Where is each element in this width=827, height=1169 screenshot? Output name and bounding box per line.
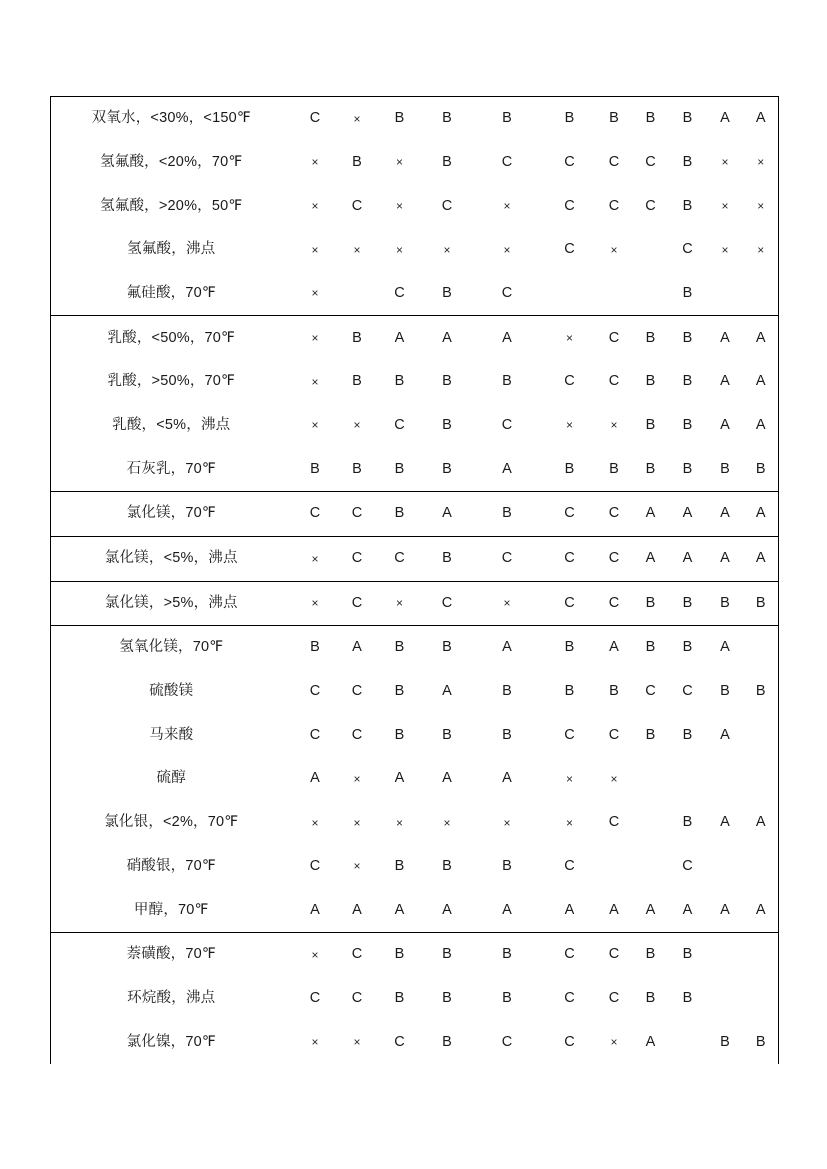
rating-cell: A [633, 492, 669, 537]
rating-cell: B [744, 448, 779, 492]
rating-cell-empty [744, 272, 779, 316]
rating-cell: × [353, 1035, 361, 1050]
rating-cell: C [608, 946, 620, 963]
rating-cell: B [424, 272, 471, 316]
rating-cell: B [682, 989, 693, 1006]
rating-cell: A [502, 329, 512, 346]
rating-cell: B [720, 683, 730, 700]
rating-cell: C [309, 110, 321, 127]
rating-cell: C [608, 153, 620, 170]
rating-cell: B [645, 726, 656, 743]
rating-cell: C [564, 726, 575, 743]
rating-cell: × [311, 155, 319, 170]
chemical-compatibility-table [50, 96, 779, 1064]
rating-cell: B [682, 153, 693, 170]
rating-cell: × [311, 242, 319, 257]
rating-cell: C [564, 153, 575, 170]
rating-cell: B [682, 639, 693, 656]
rating-cell: B [442, 373, 452, 390]
rating-cell: × [311, 815, 319, 830]
table-row [51, 581, 779, 626]
rating-cell: B [707, 581, 744, 626]
rating-cell: × [311, 947, 319, 962]
chemical-name-cell: 硝酸银，70℉ [126, 857, 216, 874]
rating-cell: C [608, 329, 620, 346]
rating-cell: A [707, 492, 744, 537]
rating-cell: B [394, 726, 405, 743]
chemical-name-cell: 环烷酸，沸点 [127, 989, 216, 1006]
rating-cell: B [352, 373, 362, 390]
rating-cell: C [564, 1033, 575, 1050]
rating-cell: A [471, 888, 544, 932]
rating-cell: A [720, 814, 730, 831]
rating-cell: × [565, 771, 573, 786]
rating-cell: A [352, 639, 362, 656]
rating-cell: × [443, 242, 451, 257]
rating-cell-empty [633, 801, 669, 845]
rating-cell: B [310, 639, 320, 656]
chemical-name-cell: 氟硅酸，70℉ [51, 272, 292, 316]
table-row [51, 757, 779, 801]
rating-cell: A [744, 888, 779, 932]
rating-cell: B [645, 373, 656, 390]
rating-cell: B [442, 989, 452, 1006]
rating-cell-empty [633, 228, 669, 272]
rating-cell: C [292, 492, 339, 537]
rating-cell: B [564, 639, 575, 656]
rating-cell-empty [596, 272, 633, 316]
rating-cell: C [501, 153, 513, 170]
rating-cell: A [310, 770, 320, 787]
rating-cell: × [757, 155, 765, 170]
rating-cell: B [682, 814, 693, 831]
chemical-name-cell: 双氧水，<30%，<150℉ [91, 110, 251, 127]
rating-cell: A [609, 639, 619, 656]
table-row [51, 492, 779, 537]
table-row [51, 536, 779, 581]
rating-cell: A [707, 536, 744, 581]
rating-cell: B [682, 197, 693, 214]
rating-cell: C [564, 989, 575, 1006]
rating-cell: C [608, 373, 620, 390]
table-row [51, 845, 779, 889]
rating-cell: A [707, 888, 744, 932]
rating-cell-empty [633, 845, 669, 889]
table-row [51, 184, 779, 228]
rating-cell: × [721, 199, 729, 214]
rating-cell: C [339, 536, 376, 581]
rating-cell-empty [707, 272, 744, 316]
rating-cell: C [682, 683, 693, 700]
rating-cell: A [755, 416, 766, 433]
rating-cell: B [352, 153, 362, 170]
rating-cell: C [351, 989, 363, 1006]
rating-cell: B [442, 946, 452, 963]
table-row [51, 1020, 779, 1064]
rating-cell: A [376, 888, 424, 932]
rating-cell: × [503, 199, 511, 214]
rating-cell: A [339, 888, 376, 932]
rating-cell: A [755, 814, 766, 831]
rating-cell: C [351, 726, 363, 743]
rating-cell: C [645, 197, 656, 214]
chemical-name-cell: 氯化银，<2%，70℉ [104, 814, 239, 831]
rating-cell: B [682, 110, 693, 127]
rating-cell-empty [669, 757, 707, 801]
rating-cell: × [311, 374, 319, 389]
rating-cell: B [442, 639, 452, 656]
chemical-name-cell: 乳酸，<5%，沸点 [112, 416, 231, 433]
rating-cell: × [503, 815, 511, 830]
rating-cell: C [441, 197, 453, 214]
table-row [51, 316, 779, 360]
chemical-name-cell: 马来酸 [149, 726, 194, 743]
rating-cell: × [353, 815, 361, 830]
rating-cell: B [442, 726, 452, 743]
rating-cell: C [339, 492, 376, 537]
rating-cell: C [544, 492, 596, 537]
rating-cell: B [645, 946, 656, 963]
rating-cell: C [351, 946, 363, 963]
rating-cell: B [424, 448, 471, 492]
rating-cell: A [633, 888, 669, 932]
rating-cell: A [755, 329, 766, 346]
rating-cell: B [633, 448, 669, 492]
rating-cell: A [394, 770, 405, 787]
rating-cell: C [471, 272, 544, 316]
rating-cell: C [608, 989, 620, 1006]
rating-cell: C [339, 581, 376, 626]
rating-cell: C [309, 726, 321, 743]
rating-cell: B [442, 857, 452, 874]
rating-cell: B [502, 683, 512, 700]
rating-cell: A [669, 536, 707, 581]
rating-cell: × [757, 242, 765, 257]
rating-cell: A [442, 770, 452, 787]
rating-cell: × [443, 815, 451, 830]
rating-cell: × [610, 242, 618, 257]
rating-cell: × [610, 771, 618, 786]
table-row [51, 404, 779, 448]
rating-cell: B [609, 110, 619, 127]
chemical-name-cell: 硫酸镁 [149, 683, 194, 700]
rating-cell: B [502, 110, 512, 127]
chemical-name-cell: 氯化镁，>5%，沸点 [51, 581, 292, 626]
rating-cell-empty [744, 757, 779, 801]
rating-cell: B [394, 639, 405, 656]
rating-cell: B [596, 448, 633, 492]
rating-cell: × [353, 242, 361, 257]
rating-cell: B [564, 110, 575, 127]
rating-cell: B [682, 416, 693, 433]
rating-cell: B [682, 373, 693, 390]
rating-cell: × [395, 242, 403, 257]
rating-cell: B [471, 492, 544, 537]
table-row [51, 360, 779, 404]
rating-cell: B [682, 726, 693, 743]
chemical-name-cell: 氯化镁，70℉ [51, 492, 292, 537]
rating-cell: C [394, 416, 405, 433]
rating-cell: C [564, 857, 575, 874]
rating-cell: A [544, 888, 596, 932]
rating-cell-empty [707, 757, 744, 801]
rating-cell: × [376, 581, 424, 626]
rating-cell: B [442, 416, 452, 433]
rating-cell: B [376, 448, 424, 492]
table-row [51, 228, 779, 272]
rating-cell: A [442, 329, 452, 346]
rating-cell-empty [744, 933, 779, 977]
rating-cell: B [645, 110, 656, 127]
rating-cell: A [645, 1033, 656, 1050]
rating-cell: B [720, 1033, 730, 1050]
rating-cell: A [720, 639, 730, 656]
rating-cell: B [544, 448, 596, 492]
rating-cell: × [311, 331, 319, 346]
rating-cell-empty [633, 757, 669, 801]
chemical-name-cell: 石灰乳，70℉ [51, 448, 292, 492]
rating-cell: A [669, 492, 707, 537]
rating-cell: C [544, 536, 596, 581]
rating-cell-empty [707, 977, 744, 1021]
rating-cell: B [682, 946, 693, 963]
rating-cell: B [669, 448, 707, 492]
rating-cell: × [565, 815, 573, 830]
rating-cell: B [609, 683, 619, 700]
rating-cell: B [502, 373, 512, 390]
rating-cell: A [424, 492, 471, 537]
chemical-name-cell: 氢氟酸，<20%，70℉ [100, 153, 243, 170]
table-row [51, 272, 779, 316]
rating-cell: A [471, 448, 544, 492]
rating-cell: B [564, 683, 575, 700]
rating-cell: B [755, 683, 766, 700]
rating-cell: A [596, 888, 633, 932]
rating-cell: B [707, 448, 744, 492]
rating-cell: B [645, 329, 656, 346]
rating-cell: B [502, 857, 512, 874]
rating-cell: C [544, 581, 596, 626]
table-row [51, 97, 779, 141]
rating-cell-empty [669, 1020, 707, 1064]
rating-cell: A [744, 536, 779, 581]
chemical-name-cell: 氯化镁，<5%，沸点 [51, 536, 292, 581]
rating-cell: A [292, 888, 339, 932]
rating-cell: × [395, 199, 403, 214]
chemical-name-cell: 氢氧化镁，70℉ [119, 639, 224, 656]
rating-cell: B [669, 581, 707, 626]
rating-cell: B [744, 581, 779, 626]
rating-cell: C [394, 1033, 405, 1050]
chemical-name-cell: 萘磺酸，70℉ [126, 946, 216, 963]
rating-cell: × [471, 581, 544, 626]
rating-cell: B [682, 329, 693, 346]
rating-cell: A [744, 492, 779, 537]
rating-cell: C [351, 197, 363, 214]
chemical-name-cell: 乳酸，>50%，70℉ [107, 373, 236, 390]
rating-cell: A [720, 373, 730, 390]
rating-cell: A [755, 373, 766, 390]
rating-cell: C [596, 581, 633, 626]
table-row [51, 670, 779, 714]
rating-cell: × [292, 272, 339, 316]
rating-cell: × [292, 536, 339, 581]
rating-cell: B [339, 448, 376, 492]
rating-cell: × [311, 199, 319, 214]
table-row [51, 626, 779, 670]
rating-cell: × [721, 242, 729, 257]
rating-cell: × [757, 199, 765, 214]
chemical-name-cell: 氢氟酸，>20%，50℉ [100, 197, 243, 214]
rating-cell: A [502, 639, 512, 656]
rating-cell: × [395, 815, 403, 830]
rating-cell: × [395, 155, 403, 170]
compatibility-table-container [50, 96, 778, 1064]
rating-cell: B [645, 989, 656, 1006]
table-row [51, 714, 779, 758]
rating-cell: C [608, 814, 620, 831]
rating-cell-empty [744, 977, 779, 1021]
rating-cell: × [353, 771, 361, 786]
rating-cell-empty [744, 626, 779, 670]
rating-cell: B [394, 683, 405, 700]
chemical-name-cell: 甲醇，70℉ [51, 888, 292, 932]
rating-cell: × [610, 1035, 618, 1050]
rating-cell: × [503, 242, 511, 257]
table-row [51, 933, 779, 977]
rating-cell: C [608, 197, 620, 214]
chemical-name-cell: 乳酸，<50%，70℉ [107, 329, 236, 346]
rating-cell: × [353, 859, 361, 874]
rating-cell: C [682, 241, 693, 258]
rating-cell: C [309, 683, 321, 700]
rating-cell: C [596, 492, 633, 537]
rating-cell: B [394, 110, 405, 127]
rating-cell: C [471, 536, 544, 581]
rating-cell: A [720, 110, 730, 127]
rating-cell: C [564, 373, 575, 390]
rating-cell-empty [707, 933, 744, 977]
rating-cell: A [633, 536, 669, 581]
rating-cell-empty [707, 845, 744, 889]
rating-cell: B [394, 857, 405, 874]
rating-cell-empty [544, 272, 596, 316]
rating-cell: × [311, 1035, 319, 1050]
rating-cell: B [442, 1033, 452, 1050]
rating-cell: B [645, 416, 656, 433]
rating-cell: C [501, 1033, 513, 1050]
table-row [51, 141, 779, 185]
rating-cell: A [720, 329, 730, 346]
rating-cell: C [376, 536, 424, 581]
rating-cell: C [376, 272, 424, 316]
rating-cell-empty [744, 845, 779, 889]
rating-cell: C [424, 581, 471, 626]
chemical-name-cell: 氢氟酸，沸点 [127, 241, 216, 258]
rating-cell-empty [339, 272, 376, 316]
rating-cell: C [309, 989, 321, 1006]
rating-cell: C [608, 726, 620, 743]
rating-cell: B [645, 639, 656, 656]
rating-cell: B [502, 989, 512, 1006]
rating-cell: C [564, 946, 575, 963]
rating-cell: B [502, 726, 512, 743]
rating-cell: B [424, 536, 471, 581]
rating-cell: C [309, 857, 321, 874]
chemical-name-cell: 氯化镍，70℉ [126, 1033, 216, 1050]
rating-cell: C [645, 683, 656, 700]
rating-cell: A [394, 329, 405, 346]
rating-cell: B [442, 110, 452, 127]
rating-cell: × [721, 155, 729, 170]
rating-cell: B [442, 153, 452, 170]
rating-cell: A [720, 726, 730, 743]
rating-cell: A [720, 416, 730, 433]
rating-cell: B [755, 1033, 766, 1050]
rating-cell: C [564, 241, 575, 258]
table-row [51, 801, 779, 845]
rating-cell: A [755, 110, 766, 127]
rating-cell: B [394, 373, 405, 390]
rating-cell: B [292, 448, 339, 492]
rating-cell: C [351, 683, 363, 700]
rating-cell: × [565, 331, 573, 346]
rating-cell: × [353, 418, 361, 433]
rating-cell-empty [633, 272, 669, 316]
rating-cell: B [669, 272, 707, 316]
rating-cell: × [292, 581, 339, 626]
rating-cell-empty [596, 845, 633, 889]
chemical-name-cell: 硫醇 [156, 770, 186, 787]
rating-cell: B [352, 329, 362, 346]
table-row [51, 888, 779, 932]
table-row [51, 977, 779, 1021]
rating-cell: C [645, 153, 656, 170]
rating-cell: A [442, 683, 452, 700]
rating-cell: C [501, 416, 513, 433]
rating-cell: × [311, 418, 319, 433]
rating-cell-empty [744, 714, 779, 758]
rating-cell: A [424, 888, 471, 932]
rating-cell: × [565, 418, 573, 433]
rating-cell: B [394, 989, 405, 1006]
rating-cell: × [353, 111, 361, 126]
rating-cell: × [610, 418, 618, 433]
rating-cell: C [596, 536, 633, 581]
table-row [51, 448, 779, 492]
rating-cell: B [394, 946, 405, 963]
rating-cell: A [669, 888, 707, 932]
rating-cell: A [502, 770, 512, 787]
rating-cell: B [376, 492, 424, 537]
rating-cell: B [633, 581, 669, 626]
rating-cell: C [682, 857, 693, 874]
table-body [51, 97, 779, 1065]
rating-cell: B [502, 946, 512, 963]
rating-cell: C [564, 197, 575, 214]
